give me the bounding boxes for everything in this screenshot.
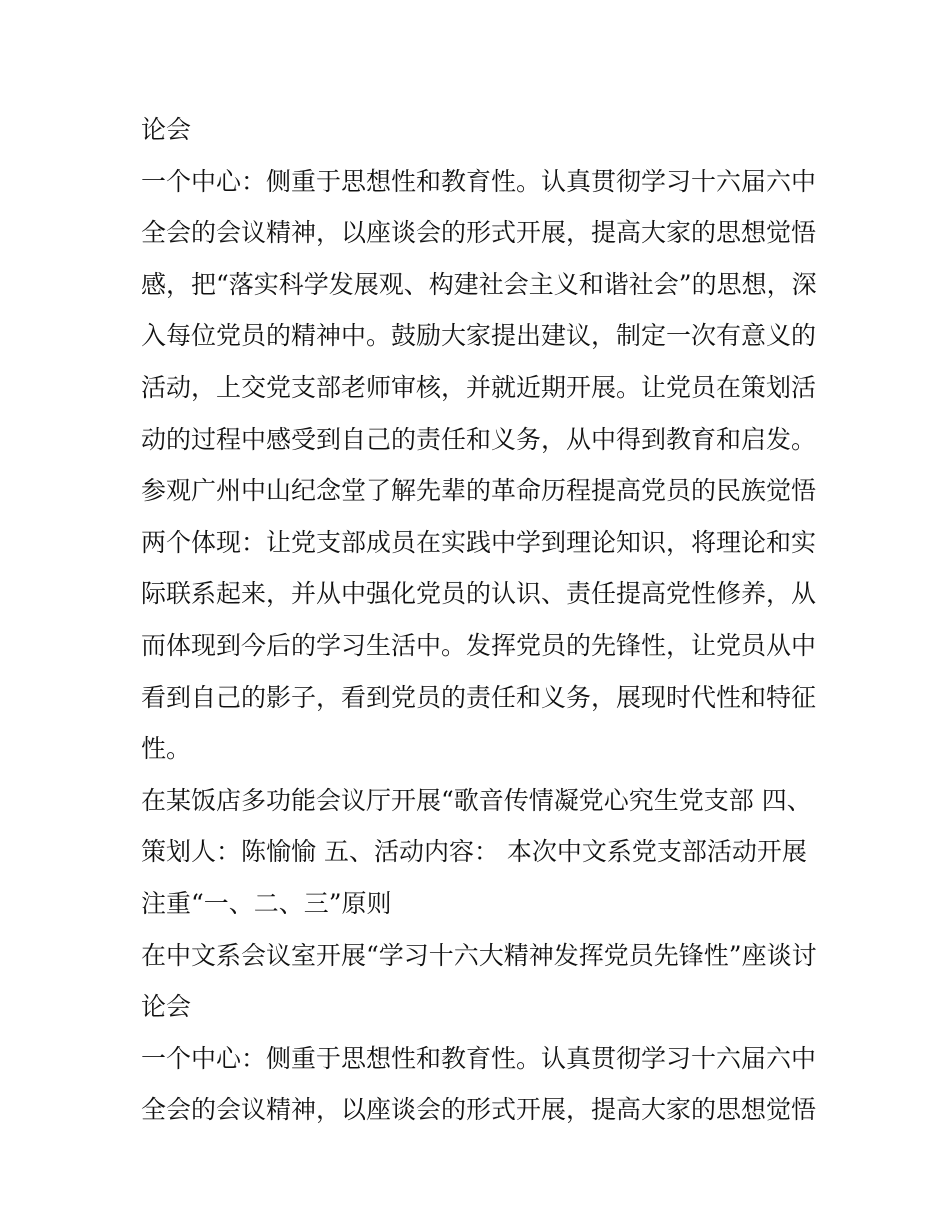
text-line: 在某饭店多功能会议厅开展“歌音传情凝党心究生党支部 四、 [141, 785, 812, 815]
text-line: 论会 [141, 115, 192, 144]
text-line: 活动，上交党支部老师审核，并就近期开展。让党员在策划活 [141, 372, 817, 402]
text-line: 入每位党员的精神中。鼓励大家提出建议，制定一次有意义的 [141, 321, 817, 351]
text-line: 性。 [141, 734, 192, 764]
text-line: 注重“一、二、三”原则 [141, 888, 392, 918]
text-line: 而体现到今后的学习生活中。发挥党员的先锋性，让党员从中 [141, 630, 817, 660]
text-line: 全会的会议精神，以座谈会的形式开展，提高大家的思想觉悟 [141, 1095, 817, 1125]
text-line: 参观广州中山纪念堂了解先辈的革命历程提高党员的民族觉悟 [141, 476, 817, 506]
text-line: 论会 [141, 992, 192, 1022]
text-line: 一个中心：侧重于思想性和教育性。认真贯彻学习十六届六中 [141, 1043, 817, 1073]
text-line: 全会的会议精神，以座谈会的形式开展，提高大家的思想觉悟 [141, 218, 817, 248]
text-line: 感，把“落实科学发展观、构建社会主义和谐社会”的思想，深 [141, 269, 817, 299]
text-line: 看到自己的影子，看到党员的责任和义务，展现时代性和特征 [141, 682, 817, 712]
text-line: 两个体现：让党支部成员在实践中学到理论知识，将理论和实 [141, 527, 817, 557]
text-line: 策划人：陈愉愉 五、活动内容： 本次中文系党支部活动开展 [141, 837, 807, 867]
text-line: 际联系起来，并从中强化党员的认识、责任提高党性修养，从 [141, 579, 817, 609]
text-line: 动的过程中感受到自己的责任和义务，从中得到教育和启发。 [141, 424, 817, 454]
text-line: 一个中心：侧重于思想性和教育性。认真贯彻学习十六届六中 [141, 166, 817, 196]
document-body [141, 104, 821, 1136]
text-line: 在中文系会议室开展“学习十六大精神发挥党员先锋性”座谈讨 [141, 940, 817, 970]
